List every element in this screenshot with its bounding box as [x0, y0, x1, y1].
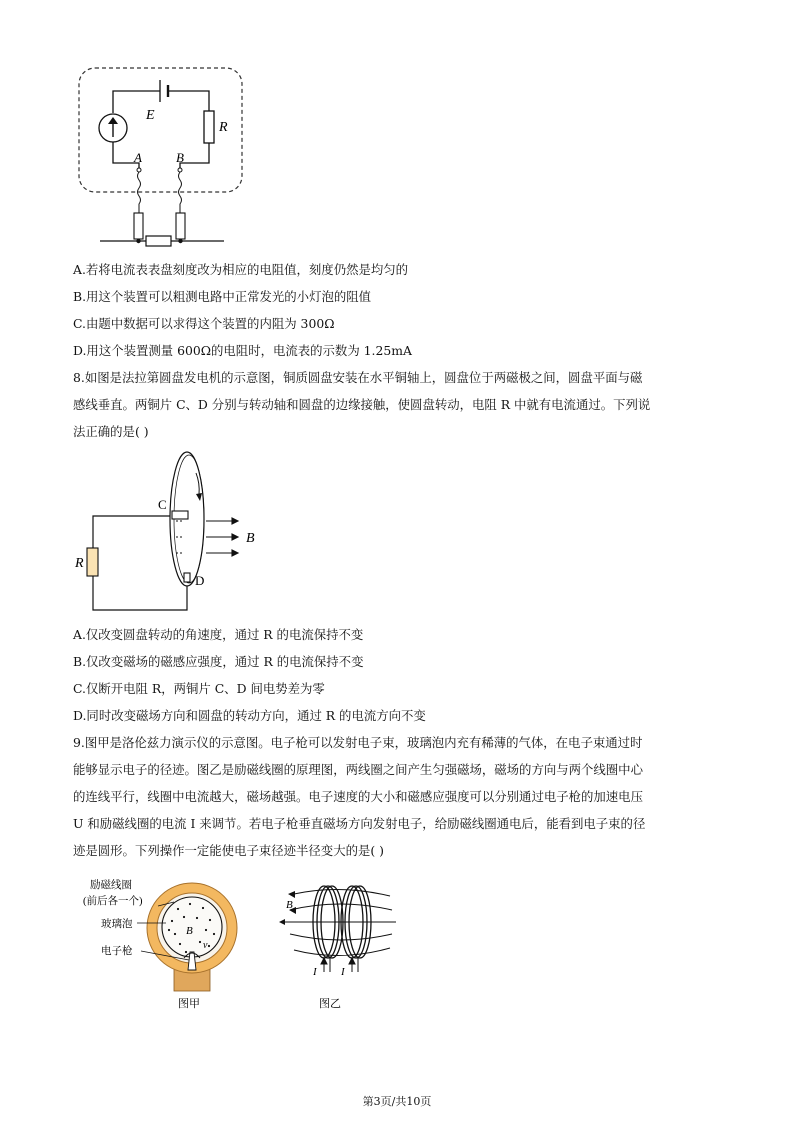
bulb-b-label: B — [186, 925, 193, 937]
helmholtz-coils-figure — [0, 872, 794, 1022]
gun-label: 电子枪 — [101, 946, 133, 957]
q7-circuit-figure — [0, 0, 794, 250]
field-b-label: B — [286, 899, 293, 911]
contact-dot-b — [178, 239, 182, 243]
q7-option-a: A.若将电流表表盘刻度改为相应的电阻值，刻度仍然是均匀的 — [73, 262, 409, 277]
q8-option-a: A.仅改变圆盘转动的角速度，通过 R 的电流保持不变 — [73, 627, 364, 642]
caption-yi: 图乙 — [319, 998, 341, 1010]
q8-stem-line: 感线垂直。两铜片 C、D 分别与转动轴和圆盘的边缘接触，使圆盘转动，电阻 R 中就有电流通过。下列说 — [73, 397, 651, 412]
q8-stem-line: 8.如图是法拉第圆盘发电机的示意图，铜质圆盘安装在水平铜轴上，圆盘位于两磁极之间，圆盘平面与磁 — [73, 370, 643, 385]
q8-option-b: B.仅改变磁场的磁感应强度，通过 R 的电流保持不变 — [73, 654, 364, 669]
q9-stem-line: 能够显示电子的径迹。图乙是励磁线圈的原理图，两线圈之间产生匀强磁场，磁场的方向与两个线圈中心 — [73, 762, 643, 777]
field-b-label: B — [246, 531, 255, 546]
brush-d-label: D — [195, 573, 205, 588]
resistor-r — [204, 111, 214, 143]
current-leads — [321, 958, 358, 972]
q7-option-d: D.用这个装置测量 600Ω的电阻时，电流表的示数为 1.25mA — [73, 343, 412, 358]
terminal-a-label: A — [134, 150, 142, 165]
q8-option-c: C.仅断开电阻 R，两铜片 C、D 间电势差为零 — [73, 681, 325, 696]
q7-option-b: B.用这个装置可以粗测电路中正常发光的小灯泡的阻值 — [73, 289, 372, 304]
current-i-label-right: I — [341, 966, 345, 978]
terminal-b-label: B — [176, 150, 184, 165]
terminal-b — [178, 168, 182, 172]
q7-option-c: C.由题中数据可以求得这个装置的内阻为 300Ω — [73, 316, 335, 331]
coil-note-label: (前后各一个) — [83, 896, 143, 907]
page-footer: 第3页/共10页 — [362, 1095, 432, 1108]
edge-brush-d — [184, 573, 190, 582]
q9-stem-line: U 和励磁线圈的电流 I 来调节。若电子枪垂直磁场方向发射电子，给励磁线圈通电后，能看到电子束的径 — [73, 816, 646, 831]
q8-stem — [73, 364, 723, 445]
axle-brush-c — [172, 511, 188, 519]
q8-stem-line: 法正确的是( ) — [73, 424, 149, 439]
right-wire — [180, 143, 209, 168]
emf-label: E — [146, 108, 155, 123]
top-wire — [113, 91, 209, 113]
q9-stem — [73, 729, 723, 864]
resistor-under-test — [146, 236, 171, 246]
probe-clip-a — [134, 213, 143, 239]
q9-stem-line: 的连线平行，线圈中电流越大，磁场越强。电子速度的大小和磁感应强度可以分别通过电子枪的加速电压 — [73, 789, 643, 804]
coil-label: 励磁线圈 — [90, 880, 132, 891]
brush-c-label: C — [158, 497, 167, 512]
resistor-r — [87, 548, 98, 576]
probe-clip-b — [176, 213, 185, 239]
q9-stem-line: 9.图甲是洛伦兹力演示仪的示意图。电子枪可以发射电子束，玻璃泡内充有稀薄的气体，在电子束通过时 — [73, 735, 643, 750]
faraday-disc-figure — [0, 448, 794, 618]
bulb-label: 玻璃泡 — [101, 919, 133, 930]
current-i-label-left: I — [313, 966, 317, 978]
beam-v-label: v — [203, 940, 208, 951]
q9-stem-line: 迹是圆形。下列操作一定能使电子束径迹半径变大的是( ) — [73, 843, 384, 858]
caption-jia: 图甲 — [178, 998, 200, 1010]
contact-dot-a — [136, 239, 140, 243]
resistor-r-label: R — [219, 120, 228, 135]
terminal-a — [137, 168, 141, 172]
q8-option-d: D.同时改变磁场方向和圆盘的转动方向，通过 R 的电流方向不变 — [73, 708, 426, 723]
resistor-r-label: R — [75, 556, 84, 571]
